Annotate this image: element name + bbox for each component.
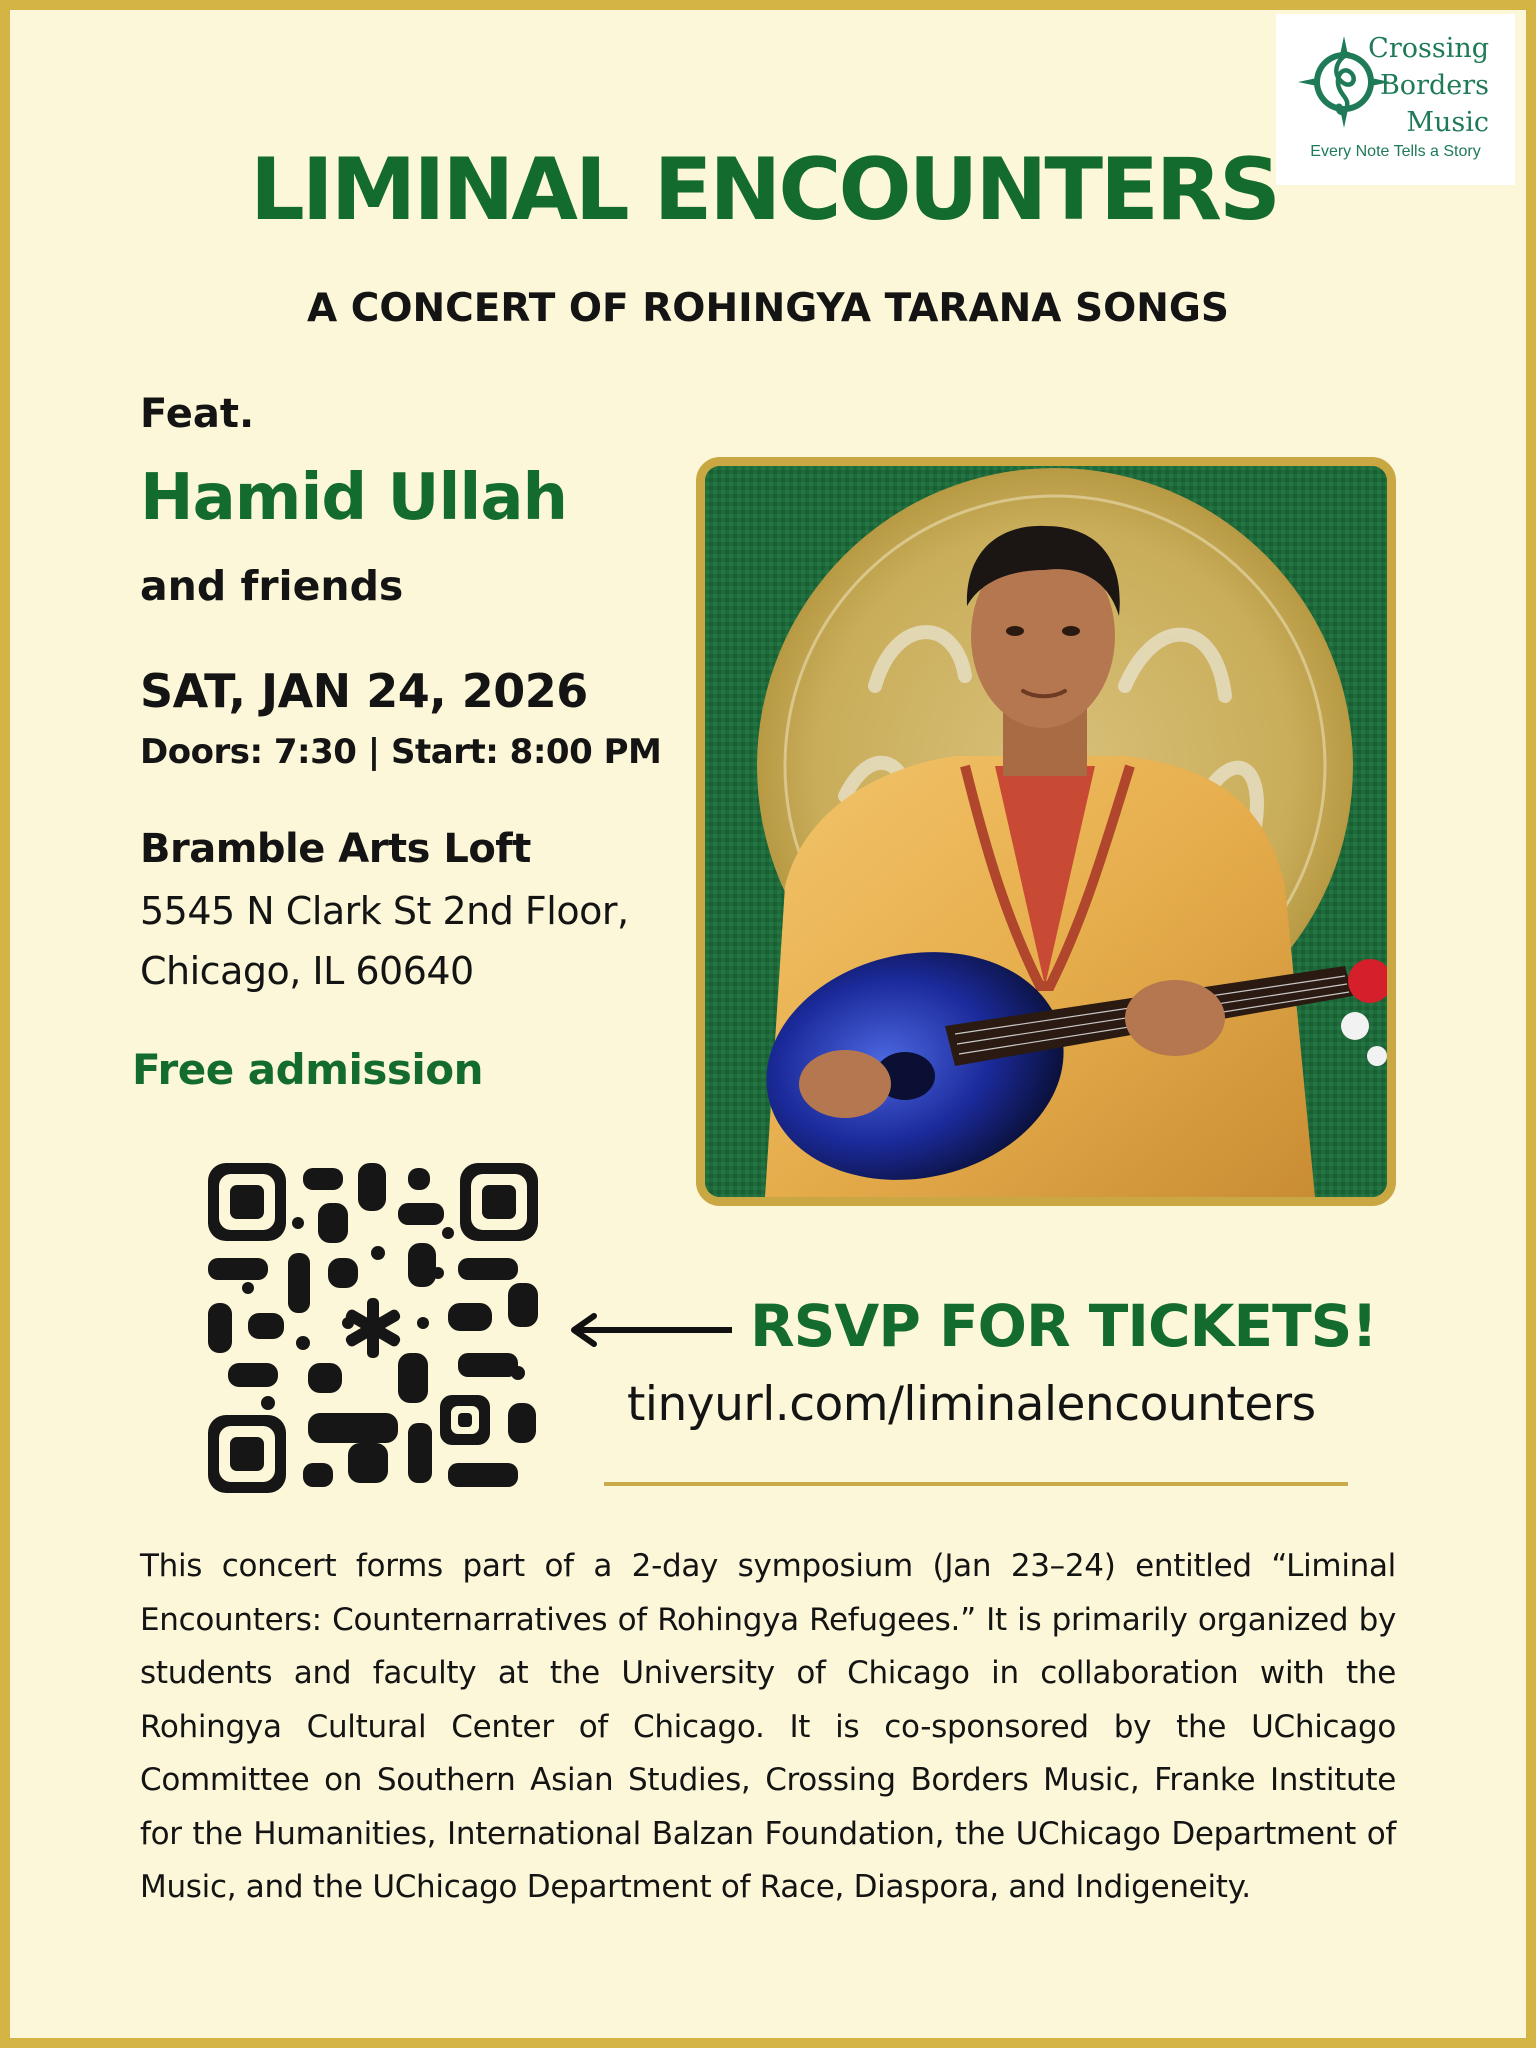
event-date: SAT, JAN 24, 2026 — [140, 664, 588, 718]
admission-info: Free admission — [132, 1045, 484, 1094]
logo-name-line3: Music — [1406, 107, 1489, 138]
performer-name: Hamid Ullah — [140, 461, 568, 535]
logo-name-line1: Crossing — [1368, 33, 1489, 64]
logo-name-line2: Borders — [1379, 70, 1489, 101]
poster-title-text: LIMINAL ENCOUNTERS — [250, 140, 1278, 240]
performer-photo — [696, 457, 1396, 1206]
rsvp-heading: RSVP FOR TICKETS! — [750, 1292, 1377, 1360]
rsvp-link[interactable]: tinyurl.com/liminalencounters — [627, 1377, 1316, 1432]
logo-tagline: Every Note Tells a Story — [1310, 143, 1481, 160]
poster-title — [0, 140, 1536, 240]
symposium-description: This concert forms part of a 2-day symposium (Jan 23–24) entitled “Liminal Encounters: Counternarratives of Rohingya Refugees.” It is primarily organized by students and faculty at the University of Chicago in collaboration with the Rohingya Cultural Center of Chicago. It is co-sponsored by the UChicago Committee on Southern Asian Studies, Crossing Borders Music, Franke Institute for the Humanities, International Balzan Foundation, the UChicago Department of Music, and the UChicago Department of Race, Diaspora, and Indigeneity. — [140, 1548, 1396, 1905]
event-times: Doors: 7:30 | Start: 8:00 PM — [140, 732, 662, 772]
venue-address-line1: 5545 N Clark St 2nd Floor, — [140, 889, 629, 933]
arrow-left-icon — [566, 1312, 734, 1348]
feat-label: Feat. — [140, 391, 255, 437]
and-friends-label: and friends — [140, 562, 404, 610]
rsvp-qr-code[interactable] — [208, 1163, 538, 1493]
section-divider — [604, 1482, 1348, 1486]
venue-name: Bramble Arts Loft — [140, 826, 531, 872]
poster-subtitle: A CONCERT OF ROHINGYA TARANA SONGS — [306, 286, 1230, 331]
venue-address-line2: Chicago, IL 60640 — [140, 949, 474, 993]
performer-illustration — [705, 466, 1387, 1197]
